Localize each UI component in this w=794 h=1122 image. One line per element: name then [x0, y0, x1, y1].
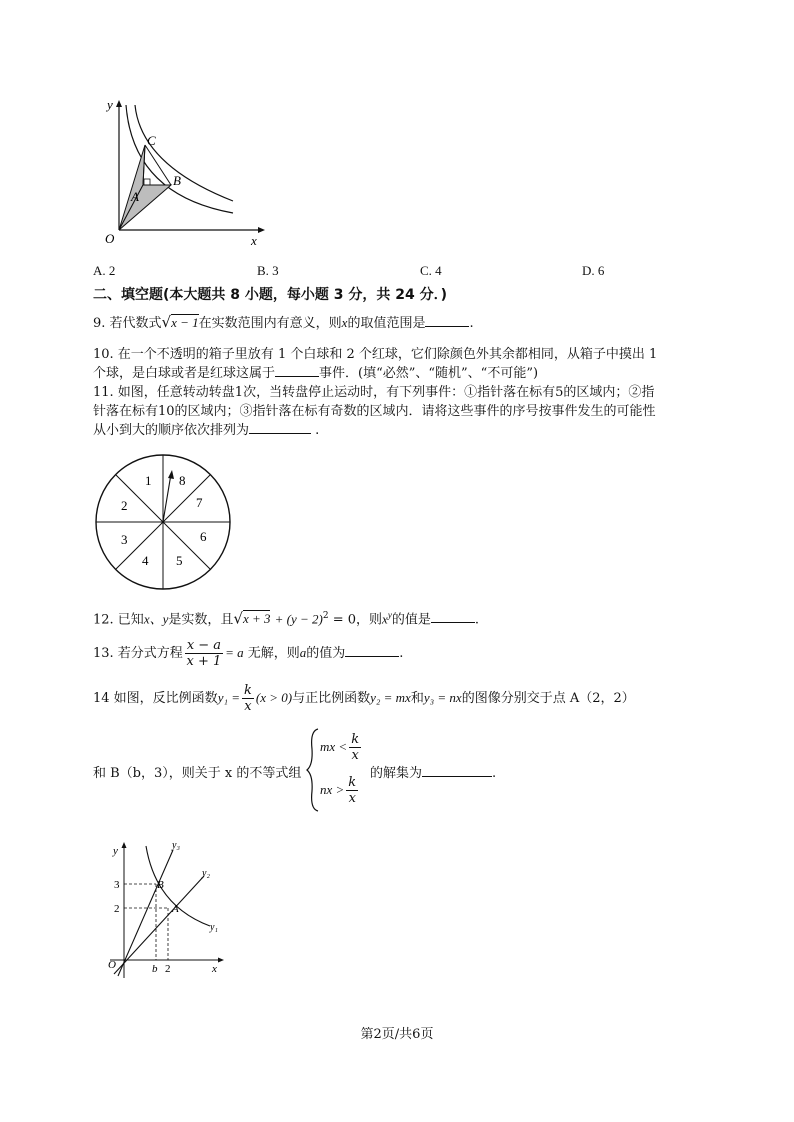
fig14-point-a: A — [172, 903, 179, 915]
inequality-2: nx > $\frac{k}{x}$ — [320, 775, 357, 806]
fig14-tick-2: 2 — [114, 903, 120, 915]
q11-answer-blank[interactable] — [249, 421, 311, 434]
q13-fraction: $\frac{x - a}{x + 1}$ — [186, 638, 222, 669]
inequality-1: mx < $\frac{k}{x}$ — [320, 732, 360, 763]
fig14-y3-label: y₃ — [172, 840, 180, 851]
fig14-y2-label: y₂ — [202, 868, 210, 879]
question-12: 12. 已知x、y是实数，且$√x + 3 + (y - 2)^2 = 0$，则$x^y$的值是 . — [93, 609, 479, 628]
inequality-brace — [306, 727, 320, 813]
option-d: D. 6 — [582, 263, 605, 278]
spinner-label-1: 1 — [145, 473, 152, 488]
question-9: 9. 若代数式√x − 1在实数范围内有意义，则x的取值范围是 . — [93, 313, 474, 331]
option-a: A. 2 — [93, 263, 116, 278]
q9-answer-blank[interactable] — [425, 314, 469, 327]
fig14-tick-b: b — [152, 963, 158, 975]
spinner-label-2: 2 — [121, 498, 128, 513]
q14-fraction-k-x: $\frac{k}{x}$ — [244, 683, 252, 714]
question-13: 13. 若分式方程 $\frac{x - a}{x + 1}$ = a 无解，则a的值为 . — [93, 638, 404, 669]
q8-figure — [93, 95, 273, 255]
fig8-point-b: B — [173, 173, 181, 188]
question-14-line2-suffix: 的解集为 . — [370, 766, 497, 781]
question-10: 10. 在一个不透明的箱子里放有 1 个白球和 2 个红球，它们除颜色外其余都相同，从箱子中摸出 1 个球，是白球或者是红球这属于 事件．(填“必然”、“随机”、“不可能”) — [93, 347, 658, 381]
spinner-label-8: 8 — [179, 473, 186, 488]
question-14-line2: 和 B（b，3），则关于 x 的不等式组 — [93, 766, 302, 781]
fig14-tick-3: 3 — [114, 879, 120, 891]
q14-answer-blank[interactable] — [422, 764, 492, 777]
spinner-label-5: 5 — [176, 553, 183, 568]
q14-figure — [100, 838, 230, 988]
fig8-point-a: A — [131, 189, 139, 204]
page-footer: 第2页/共6页 — [360, 1027, 434, 1042]
fig14-y1-label: y₁ — [210, 922, 218, 933]
fig8-origin-label: O — [105, 231, 115, 246]
spinner-label-4: 4 — [142, 553, 149, 568]
question-14: 14 如图，反比例函数y₁ = $\frac{k}{x}$ (x > 0)与正比例函数y₂ = mx和y₃ = nx的图像分别交于点 A（2，2） — [93, 683, 635, 714]
spinner-label-7: 7 — [196, 495, 203, 510]
section-heading: 二、填空题(本大题共 8 小题，每小题 3 分，共 24 分．) — [93, 287, 448, 303]
spinner-label-3: 3 — [121, 532, 128, 547]
q12-answer-blank[interactable] — [431, 610, 475, 623]
fig14-x-label: x — [212, 963, 217, 975]
spinner-label-6: 6 — [200, 529, 207, 544]
option-b: B. 3 — [257, 263, 279, 278]
question-11: 11. 如图，任意转动转盘1次，当转盘停止运动时，有下列事件：①指针落在标有5的区域内；②指 针落在标有10的区域内；③指针落在标有奇数的区域内．请将这些事件的序号按事件发生的可能性 从小到大的顺序依次排列为 . — [93, 385, 656, 438]
fig8-point-c: C — [147, 133, 156, 148]
q9-sqrt: √ — [161, 313, 172, 331]
fig8-y-label: y — [107, 97, 113, 112]
spinner-figure — [93, 452, 233, 592]
q13-answer-blank[interactable] — [345, 644, 399, 657]
fig14-origin-label: O — [108, 959, 116, 971]
fig14-tick-x2: 2 — [165, 963, 171, 975]
q10-answer-blank[interactable] — [275, 364, 319, 377]
fig14-point-b: B — [157, 879, 164, 891]
fig14-y-label: y — [113, 845, 118, 857]
fig8-x-label: x — [251, 233, 257, 248]
option-c: C. 4 — [420, 263, 442, 278]
